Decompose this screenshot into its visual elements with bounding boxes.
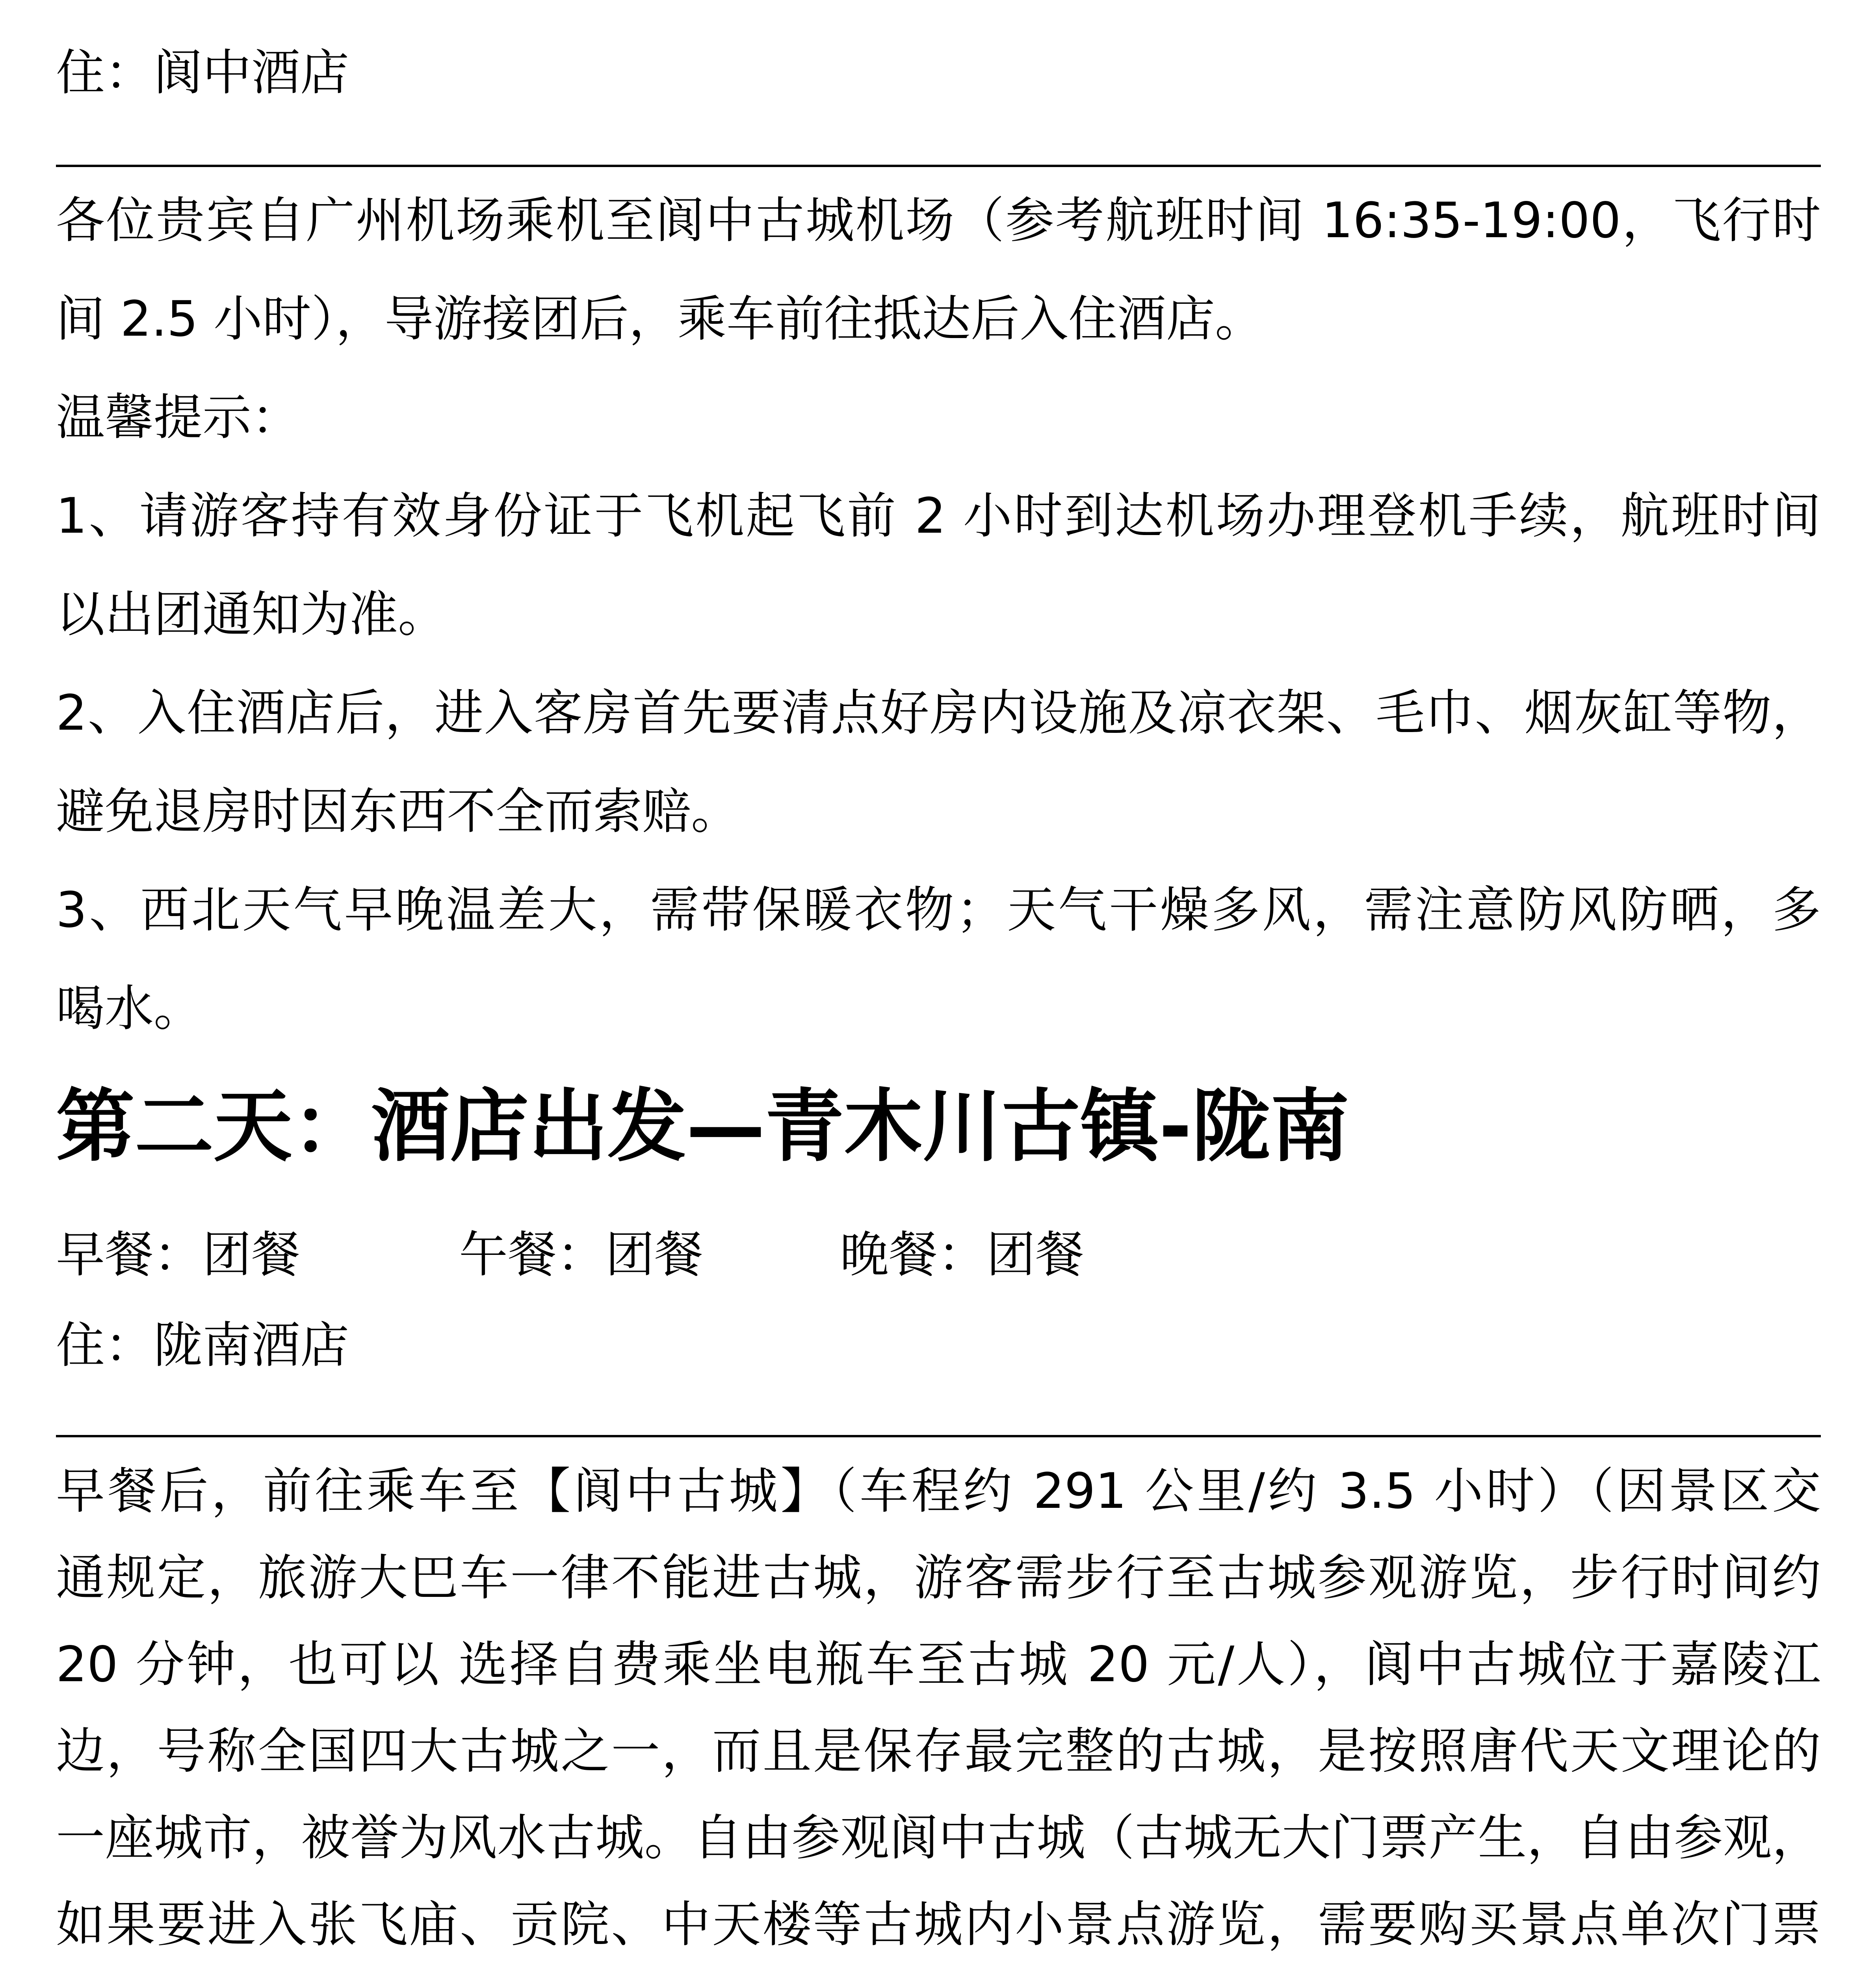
day2-paragraph-line: 如果要进入张飞庙、贡院、中天楼等古城内小景点游览，需要购买景点单次门票 <box>56 1896 1821 1953</box>
day1-divider <box>56 165 1821 167</box>
day2-paragraph-line: 通规定，旅游大巴车一律不能进古城，游客需步行至古城参观游览，步行时间约 <box>56 1550 1821 1606</box>
dinner-label: 晚餐：团餐 <box>840 1227 1085 1283</box>
tip-line: 2、入住酒店后，进入客房首先要清点好房内设施及凉衣架、毛巾、烟灰缸等物， <box>56 685 1821 742</box>
day2-paragraph-line: 边，号称全国四大古城之一，而且是保存最完整的古城，是按照唐代天文理论的 <box>56 1723 1821 1780</box>
day2-stay: 住：陇南酒店 <box>56 1317 349 1374</box>
day1-stay: 住：阆中酒店 <box>56 45 349 101</box>
tip-line: 避免退房时因东西不全而索赔。 <box>56 783 740 840</box>
day2-paragraph-line: 早餐后，前往乘车至【阆中古城】（车程约 291 公里/约 3.5 小时）（因景区交 <box>56 1463 1821 1520</box>
lunch-label: 午餐：团餐 <box>459 1227 704 1283</box>
day2-divider <box>56 1435 1821 1437</box>
day1-paragraph-line: 各位贵宾自广州机场乘机至阆中古城机场（参考航班时间 16:35-19:00，飞行时 <box>56 192 1821 249</box>
tips-title: 温馨提示： <box>56 389 301 446</box>
day2-title: 第二天：酒店出发—青木川古镇-陇南 <box>56 1081 1350 1173</box>
day2-paragraph-line: 一座城市，被誉为风水古城。自由参观阆中古城（古城无大门票产生，自由参观， <box>56 1810 1821 1866</box>
day2-paragraph-line: 20 分钟，也可以 选择自费乘坐电瓶车至古城 20 元/人），阆中古城位于嘉陵江 <box>56 1636 1821 1693</box>
tip-line: 1、请游客持有效身份证于飞机起飞前 2 小时到达机场办理登机手续，航班时间 <box>56 488 1821 545</box>
day1-paragraph-line: 间 2.5 小时），导游接团后，乘车前往抵达后入住酒店。 <box>56 291 1264 348</box>
breakfast-label: 早餐：团餐 <box>56 1227 301 1283</box>
tip-line: 以出团通知为准。 <box>56 586 447 643</box>
tip-line: 3、西北天气早晚温差大，需带保暖衣物；天气干燥多风，需注意防风防晒，多 <box>56 882 1821 939</box>
tip-line: 喝水。 <box>56 980 203 1037</box>
